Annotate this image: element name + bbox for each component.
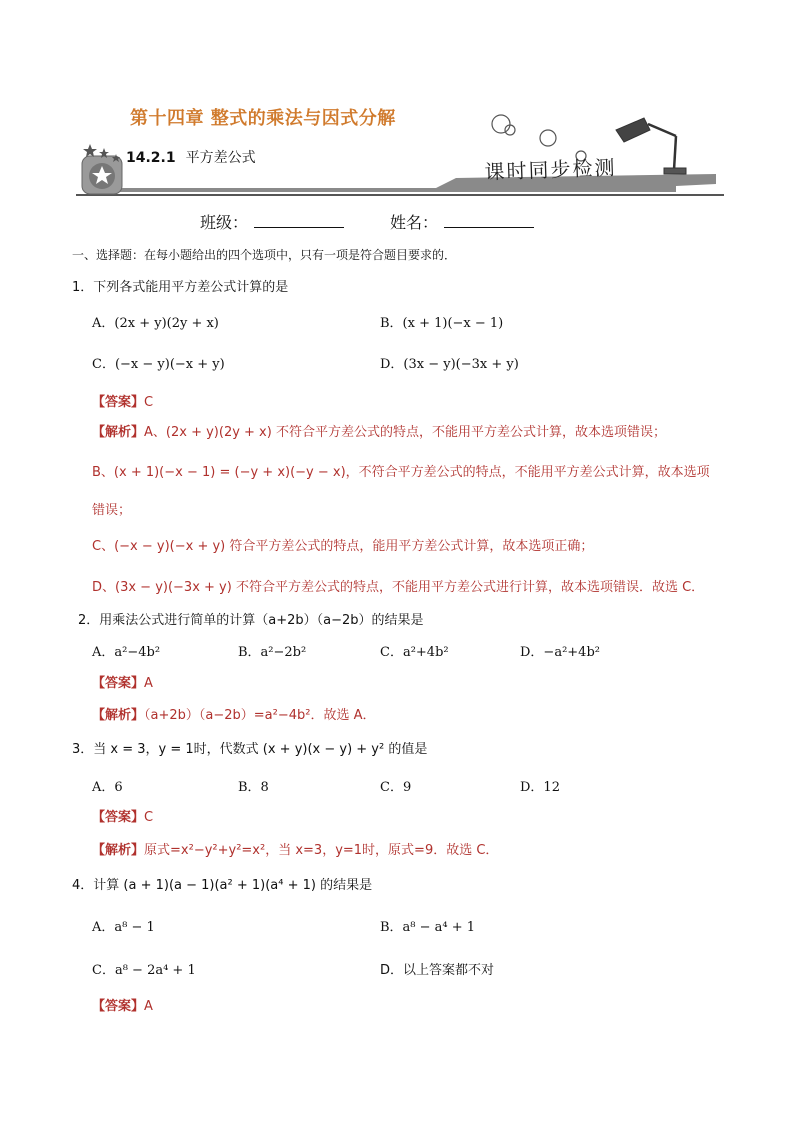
q2-option-c: C．a²+4b² [380,645,449,660]
q2-option-b: B．a²−2b² [238,645,307,660]
q1-option-c: C．(−x − y)(−x + y) [92,357,225,372]
bubble-icon [540,130,556,146]
q1-analysis-a [92,425,666,441]
q1-analysis-b-cont: 错误； [92,503,132,518]
header-underline [76,194,724,196]
answer-label: 【答案】 [92,676,145,691]
name-blank[interactable] [444,213,534,228]
q4-answer [92,999,153,1015]
banner-text: 课时同步检测 [484,155,617,184]
q1-option-a: A．(2x + y)(2y + x) [92,316,219,331]
q1-answer [92,395,153,411]
q2-answer [92,676,153,692]
answer-label: 【答案】 [92,810,145,825]
analysis-label: 【解析】 [92,425,145,440]
bubble-icon [492,115,510,133]
q4-stem: 4．计算 (a + 1)(a − 1)(a² + 1)(a⁴ + 1) 的结果是 [72,878,373,893]
answer-label: 【答案】 [92,395,145,410]
q3-stem: 3．当 x = 3，y = 1时，代数式 (x + y)(x − y) + y² 的值是 [72,742,428,757]
q3-analysis [92,843,498,859]
header-band [116,174,716,192]
q1-option-b: B．(x + 1)(−x − 1) [380,316,504,331]
q4-option-a: A．a⁸ − 1 [92,920,155,935]
q4-option-c: C．a⁸ − 2a⁴ + 1 [92,963,196,978]
analysis-text: 原式=x²−y²+y²=x²，当 x=3，y=1时，原式=9．故选 C． [144,843,499,858]
answer-value: C [144,395,154,410]
q4-option-d: D．以上答案都不对 [380,963,495,978]
section-name: 平方差公式 [185,150,256,166]
q1-option-d: D．(3x − y)(−3x + y) [380,357,519,372]
q2-stem: 2．用乘法公式进行简单的计算（a+2b）（a−2b）的结果是 [78,613,424,628]
q3-option-b: B．8 [238,780,269,795]
answer-value: A [144,999,153,1014]
analysis-text: （a+2b）（a−2b）=a²−4b²．故选 A． [144,708,376,723]
q2-analysis [92,708,376,724]
desk-lamp-icon [616,118,686,174]
q4-option-b: B．a⁸ − a⁴ + 1 [380,920,476,935]
answer-value: C [144,810,154,825]
section-number: 14.2.1 [126,150,176,166]
q2-option-d: D．−a²+4b² [520,645,600,660]
name-label: 姓名： [390,213,439,232]
q3-answer [92,810,153,826]
q2-option-a: A．a²−4b² [92,645,161,660]
q1-analysis-d: D、(3x − y)(−3x + y) 不符合平方差公式的特点，不能用平方差公式进行计算，故本选项错误．故选 C． [92,580,705,595]
q1-analysis-c: C、(−x − y)(−x + y) 符合平方差公式的特点，能用平方差公式计算，故本选项正确； [92,539,594,554]
section-title [126,147,256,167]
class-label: 班级： [200,213,249,232]
q1-stem: 1．下列各式能用平方差公式计算的是 [72,280,289,295]
analysis-label: 【解析】 [92,708,145,723]
q3-option-c: C．9 [380,780,412,795]
section-heading: 一、选择题：在每小题给出的四个选项中，只有一项是符合题目要求的． [72,248,457,262]
answer-value: A [144,676,153,691]
star-badge-icon [82,144,122,194]
student-info-line [200,210,534,233]
chapter-title: 第十四章 整式的乘法与因式分解 [130,108,396,129]
q3-option-a: A．6 [92,780,123,795]
analysis-text: A、(2x + y)(2y + x) 不符合平方差公式的特点，不能用平方差公式计算，故本选项错误； [144,425,666,440]
analysis-label: 【解析】 [92,843,145,858]
answer-label: 【答案】 [92,999,145,1014]
q3-option-d: D．12 [520,780,560,795]
class-blank[interactable] [254,213,344,228]
q1-analysis-b: B、(x + 1)(−x − 1) = (−y + x)(−y − x)，不符合平方差公式的特点，不能用平方差公式计算，故本选项 [92,465,710,480]
